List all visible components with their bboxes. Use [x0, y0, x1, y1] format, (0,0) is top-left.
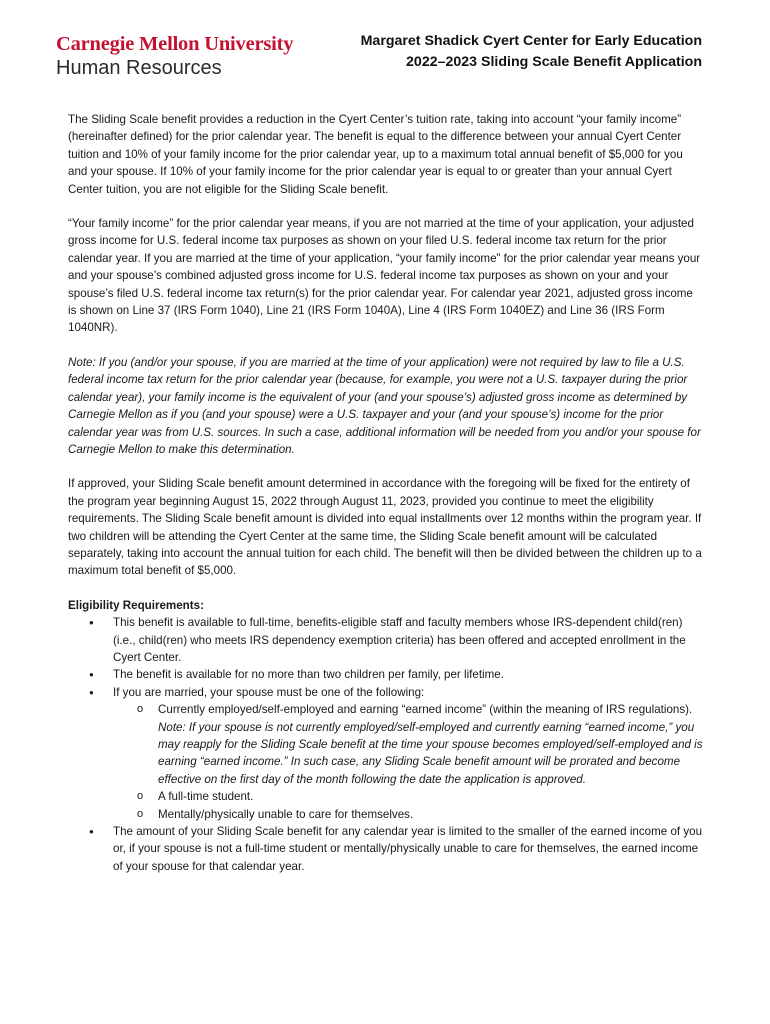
eligibility-heading: Eligibility Requirements:: [68, 598, 204, 612]
eligibility-item-text: If you are married, your spouse must be one of the following:: [113, 685, 425, 699]
header-form-title: 2022–2023 Sliding Scale Benefit Application: [406, 54, 702, 70]
eligibility-item-spouse: [113, 684, 704, 823]
spouse-conditions-list: [113, 701, 704, 823]
eligibility-list: [68, 614, 704, 875]
spouse-condition-item: o Mentally/physically unable to care for themselves.: [158, 806, 704, 823]
university-logo: Carnegie Mellon University: [56, 33, 294, 55]
header-center-name: Margaret Shadick Cyert Center for Early Education: [360, 33, 702, 49]
document-header: [361, 31, 702, 73]
department-name: Human Resources: [56, 57, 222, 79]
spouse-condition-item: o A full-time student.: [158, 788, 704, 805]
paragraph-note: Note: If you (and/or your spouse, if you are married at the time of your application) were not required by law to file a U.S. federal income tax return for the prior calendar year (because, for example, you were not a U.S. taxpayer during the prior calendar year), your family income is the equivalent of your (and your spouse’s) adjusted gross income as determined by Carnegie Mellon as if you (and your spouse) were a U.S. taxpayer and your (and your spouse’s) income for the prior calendar year was from U.S. sources. In such a case, additional information will be needed from you and/or your spouse for Carnegie Mellon to make this determination.: [68, 355, 701, 456]
document-body: [68, 111, 704, 875]
eligibility-item: ● This benefit is available to full-time, benefits-eligible staff and faculty members whose IRS-dependent child(ren) (i.e., child(ren) who meets IRS dependency exemption criteria) has been offered and accepted enrollment in the Cyert Center.: [113, 614, 704, 666]
spouse-condition-note: Note: If your spouse is not currently employed/self-employed and currently earning “earned income,” you may reapply for the Sliding Scale benefit at the time your spouse becomes employed/self-employed and is earning “earned income.” In such case, any Sliding Scale benefit amount will be prorated and become effective on the first day of the month following the date the application is approved.: [158, 720, 703, 786]
eligibility-item: ● The amount of your Sliding Scale benefit for any calendar year is limited to the smaller of the earned income of you or, if your spouse is not a full-time student or mentally/physically unable to care for themselves, the earned income of your spouse for that calendar year.: [113, 823, 704, 875]
paragraph-approval: If approved, your Sliding Scale benefit amount determined in accordance with the foregoing will be fixed for the entirety of the program year beginning August 15, 2022 through August 11, 2023, provided you continue to meet the eligibility requirements. The Sliding Scale benefit amount is divided into equal installments over 12 months within the program year. If two children will be attending the Cyert Center at the same time, the Sliding Scale benefit amount will be calculated separately, taking into account the annual tuition for each child. The benefit will then be divided between the children up to a maximum total benefit of $5,000.: [68, 477, 702, 578]
paragraph-family-income-definition: “Your family income” for the prior calendar year means, if you are not married at the time of your application, your adjusted gross income for U.S. federal income tax purposes as shown on your filed U.S. federal income tax return for the prior calendar year. If you are married at the time of your application, “your family income” for the prior calendar year means your and your spouse’s combined adjusted gross income for U.S. federal income tax purposes as shown on your and your spouse’s filed U.S. federal income tax return(s) for the prior calendar year. For calendar year 2021, adjusted gross income is shown on Line 37 (IRS Form 1040), Line 21 (IRS Form 1040A), Line 4 (IRS Form 1040EZ) and Line 36 (IRS Form 1040NR).: [68, 217, 701, 335]
spouse-condition-item: [158, 701, 704, 788]
spouse-condition-text: Currently employed/self-employed and earning “earned income” (within the meaning of IRS regulations).: [158, 703, 693, 717]
eligibility-item: ● The benefit is available for no more than two children per family, per lifetime.: [113, 666, 704, 683]
paragraph-benefit-overview: The Sliding Scale benefit provides a reduction in the Cyert Center’s tuition rate, taking into account “your family income” (hereinafter defined) for the prior calendar year. The benefit is equal to the difference between your annual Cyert Center tuition and 10% of your family income for the prior calendar year, up to a maximum total annual benefit of $5,000 for you and your spouse. If 10% of your family income for the prior calendar year is equal to or greater than your annual Cyert Center tuition, you are not eligible for the Sliding Scale benefit.: [68, 113, 683, 196]
